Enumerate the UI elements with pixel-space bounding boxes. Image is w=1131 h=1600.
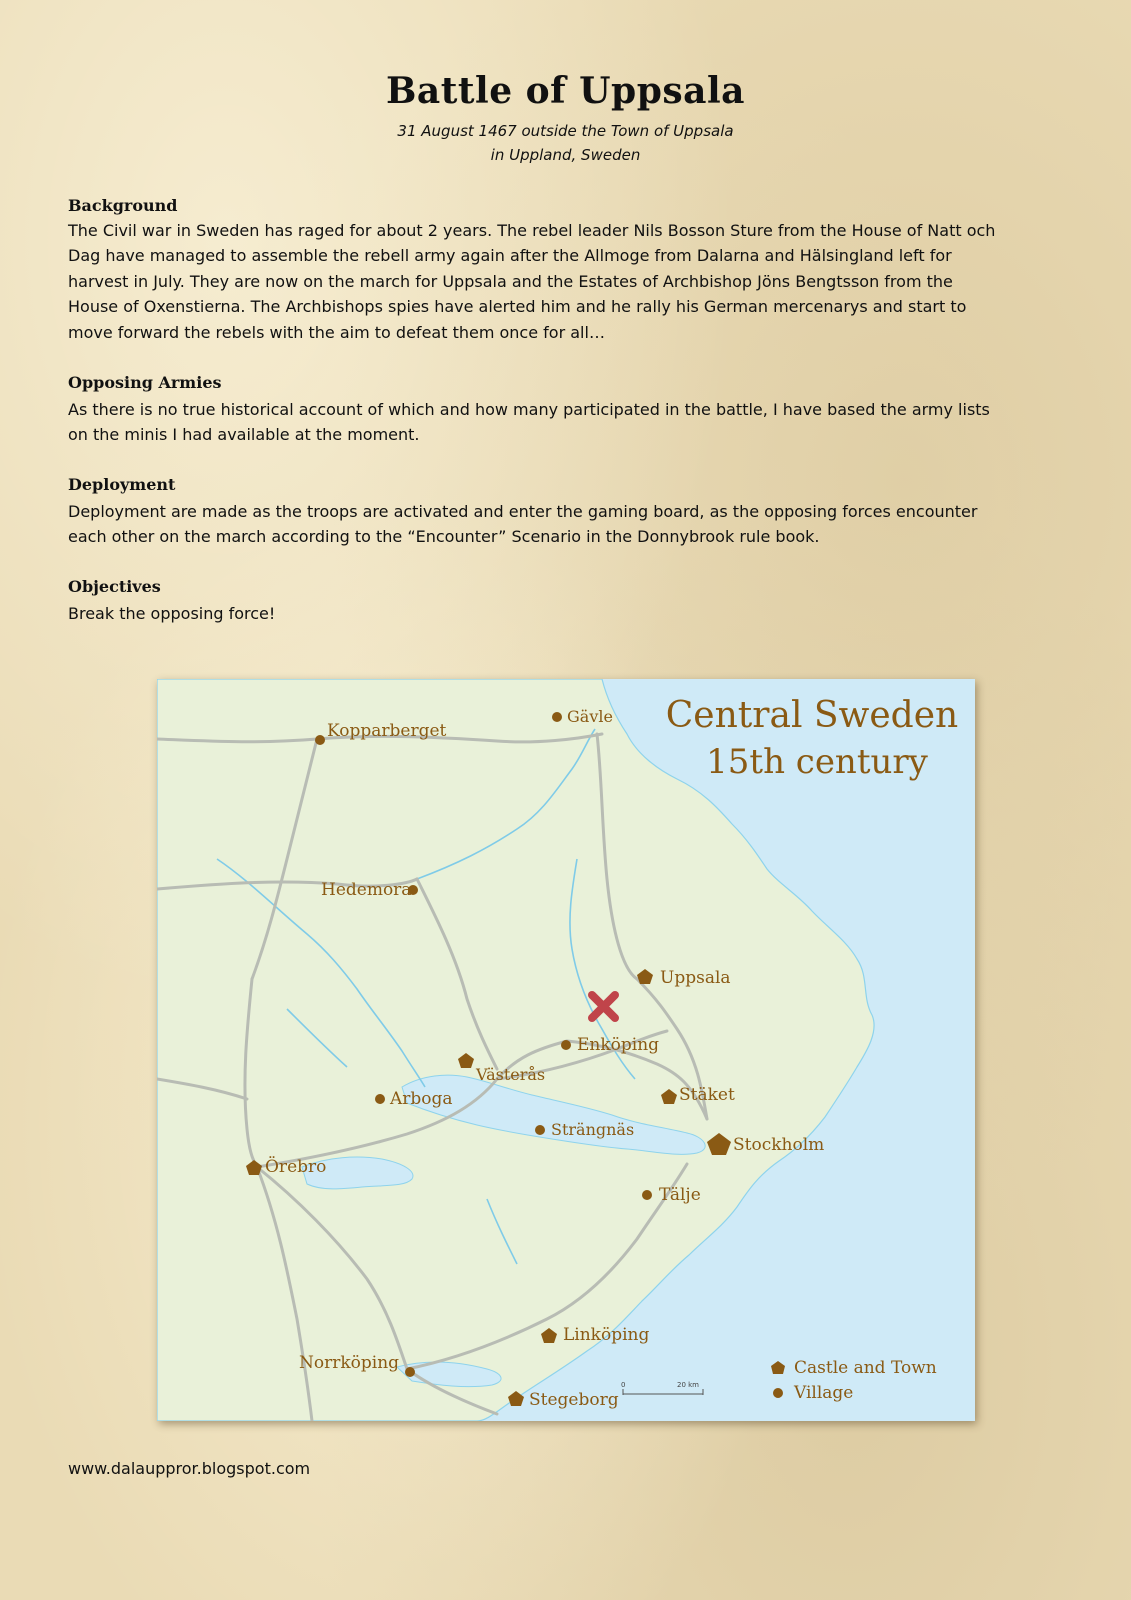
- footer-url[interactable]: www.dalauppror.blogspot.com: [68, 1459, 311, 1478]
- place-label-arboga: Arboga: [390, 1089, 453, 1109]
- section-objectives-heading: Objectives: [68, 577, 161, 596]
- text-line: The Civil war in Sweden has raged for about 2 years. The rebel leader Nils Bosson Sture from the House of Natt och: [68, 221, 996, 240]
- section-deployment-heading: Deployment: [68, 475, 176, 494]
- village-marker-strangnas: [535, 1125, 545, 1135]
- place-label-stockholm: Stockholm: [733, 1135, 825, 1155]
- place-label-vasteras: Västerås: [476, 1065, 546, 1084]
- place-label-uppsala: Uppsala: [660, 968, 731, 988]
- place-label-linkoping: Linköping: [563, 1325, 650, 1345]
- place-label-talje: Tälje: [659, 1185, 701, 1205]
- text-line: move forward the rebels with the aim to defeat them once for all…: [68, 322, 605, 342]
- village-marker-talje: [642, 1190, 652, 1200]
- section-opposing-armies-heading: Opposing Armies: [68, 373, 222, 392]
- section-background-text: [68, 218, 1068, 345]
- village-marker-arboga: [375, 1094, 385, 1104]
- place-label-staket: Stäket: [679, 1085, 735, 1105]
- village-marker-kopparberget: [315, 735, 325, 745]
- text-line: House of Oxenstierna. The Archbishops spies have alerted him and he rally his German mercenarys and start to: [68, 297, 967, 317]
- document-subtitle-line1: 31 August 1467 outside the Town of Uppsala: [397, 122, 734, 140]
- place-label-orebro: Örebro: [265, 1157, 327, 1177]
- legend-village-label: Village: [794, 1383, 854, 1403]
- place-label-kopparberget: Kopparberget: [327, 721, 447, 741]
- scale-end-label: 20 km: [677, 1381, 700, 1389]
- place-label-enkoping: Enköping: [577, 1035, 660, 1055]
- map-svg: [157, 679, 975, 1421]
- section-objectives-text: [68, 601, 1068, 626]
- section-deployment-text: [68, 499, 1068, 550]
- text-line: harvest in July. They are now on the march for Uppsala and the Estates of Archbishop Jöns Bengtsson from the: [68, 271, 953, 291]
- map-title-line2: 15th century: [706, 742, 928, 782]
- place-label-stegeborg: Stegeborg: [529, 1390, 619, 1410]
- section-background-heading: Background: [68, 196, 178, 215]
- place-label-strangnas: Strängnäs: [551, 1120, 635, 1139]
- place-label-norrkoping: Norrköping: [299, 1353, 400, 1373]
- text-line: Dag have managed to assemble the rebell army again after the Allmoge from Dalarna and Hälsingland left for: [68, 246, 952, 266]
- map-figure: [157, 679, 975, 1421]
- village-marker-enkoping: [561, 1040, 571, 1050]
- place-label-hedemora: Hedemora: [321, 880, 412, 900]
- text-line: Deployment are made as the troops are activated and enter the gaming board, as the opposing forces encounter: [68, 502, 978, 521]
- text-line: Break the opposing force!: [68, 604, 276, 623]
- place-label-gavle: Gävle: [567, 707, 613, 726]
- village-marker-gavle: [552, 712, 562, 722]
- document-subtitle-line2: in Uppland, Sweden: [490, 146, 641, 164]
- village-marker-norrkoping: [405, 1367, 415, 1377]
- text-line: As there is no true historical account of which and how many participated in the battle, I have based the army lists: [68, 400, 990, 419]
- text-line: on the minis I had available at the moment.: [68, 425, 420, 445]
- legend-castle-label: Castle and Town: [794, 1358, 937, 1378]
- map-title-line1: Central Sweden: [665, 695, 959, 736]
- text-line: each other on the march according to the “Encounter” Scenario in the Donnybrook rule book.: [68, 527, 820, 547]
- document-title: Battle of Uppsala: [386, 70, 745, 112]
- scale-start-label: 0: [621, 1381, 626, 1389]
- section-opposing-armies-text: [68, 397, 1068, 448]
- legend-village-icon: [773, 1388, 783, 1398]
